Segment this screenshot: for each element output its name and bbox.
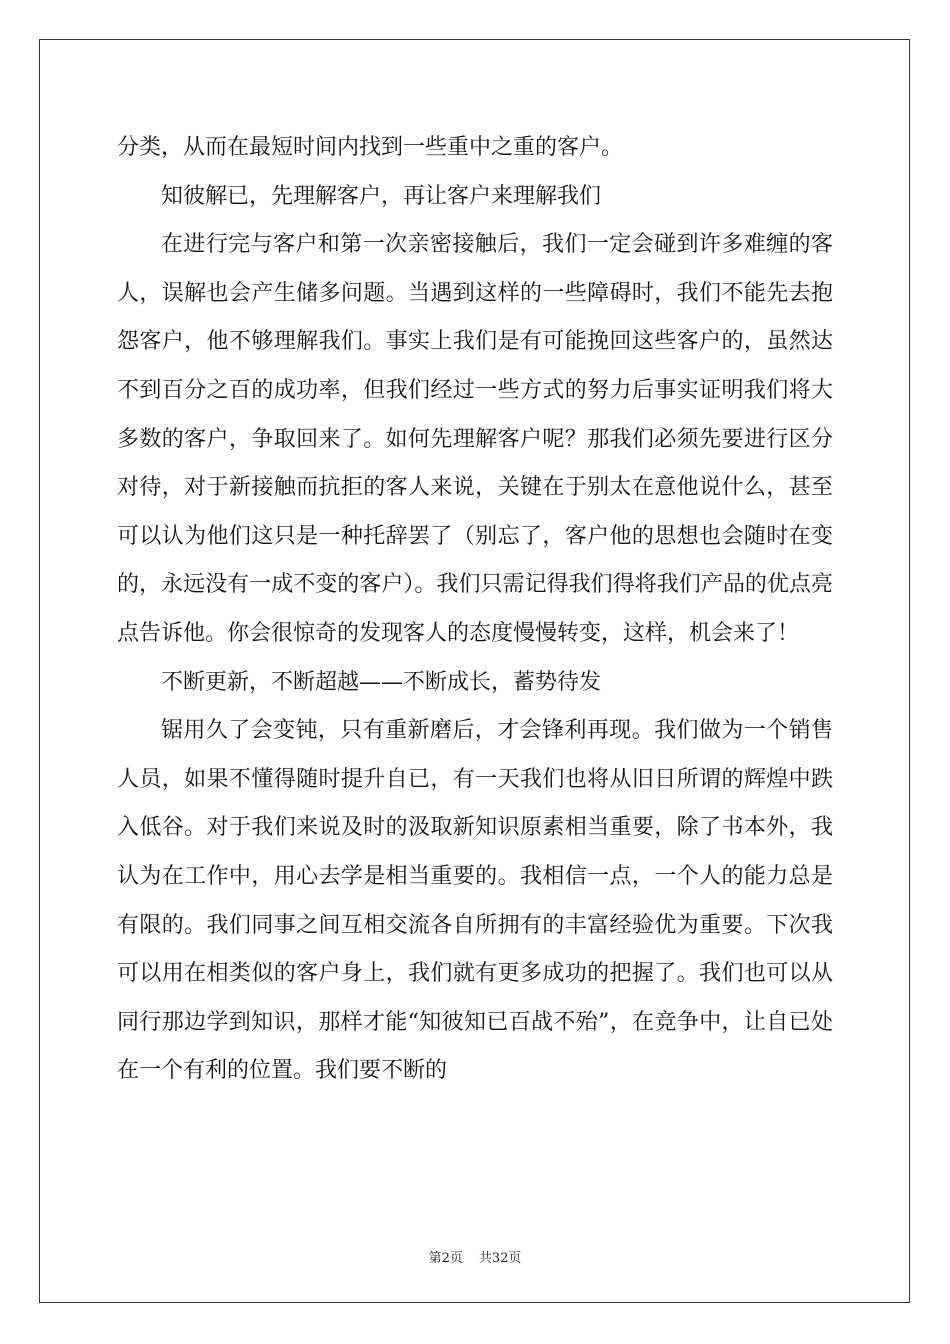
- paragraph-2-heading: 知彼解已，先理解客户，再让客户来理解我们: [161, 183, 602, 209]
- page-total: 共32页: [478, 1251, 522, 1266]
- page-number: 第2页: [428, 1251, 463, 1266]
- paragraph-5: 锯用久了会变钝，只有重新磨后，才会锋利再现。我们做为一个销售人员，如果不懂得随时提升自已，有一天我们也将从旧日所谓的辉煌中跌入低谷。对于我们来说及时的汲取新知识原素相当重要，除了书本外，我认为在工作中，用心去学是相当重要的。我相信一点，一个人的能力总是有限的。我们同事之间互相交流各自所拥有的丰富经验优为重要。下次我可以用在相类似的客户身上，我们就有更多成功的把握了。我们也可以从同行那边学到知识，那样才能“知彼知已百战不殆”，在竞争中，让自已处在一个有利的位置。我们要不断的: [117, 718, 833, 1084]
- paragraph-1: 分类，从而在最短时间内找到一些重中之重的客户。: [117, 135, 624, 160]
- page-footer: [0, 1247, 950, 1266]
- paragraph-3: 在进行完与客户和第一次亲密接触后，我们一定会碰到许多难缠的客人，误解也会产生储多问题。当遇到这样的一些障碍时，我们不能先去抱怨客户，他不够理解我们。事实上我们是有可能挽回这些客户的，虽然达不到百分之百的成功率，但我们经过一些方式的努力后事实证明我们将大多数的客户，争取回来了。如何先理解客户呢？那我们必须先要进行区分对待，对于新接触而抗拒的客人来说，关键在于别太在意他说什么，甚至可以认为他们这只是一种托辞罢了（别忘了，客户他的思想也会随时在变的，永远没有一成不变的客户）。我们只需记得我们得将我们产品的优点亮点告诉他。你会很惊奇的发现客人的态度慢慢转变，这样，机会来了！: [117, 232, 833, 646]
- paragraph-4-heading: 不断更新，不断超越——不断成长，蓄势待发: [161, 669, 602, 695]
- document-body: [117, 124, 833, 1096]
